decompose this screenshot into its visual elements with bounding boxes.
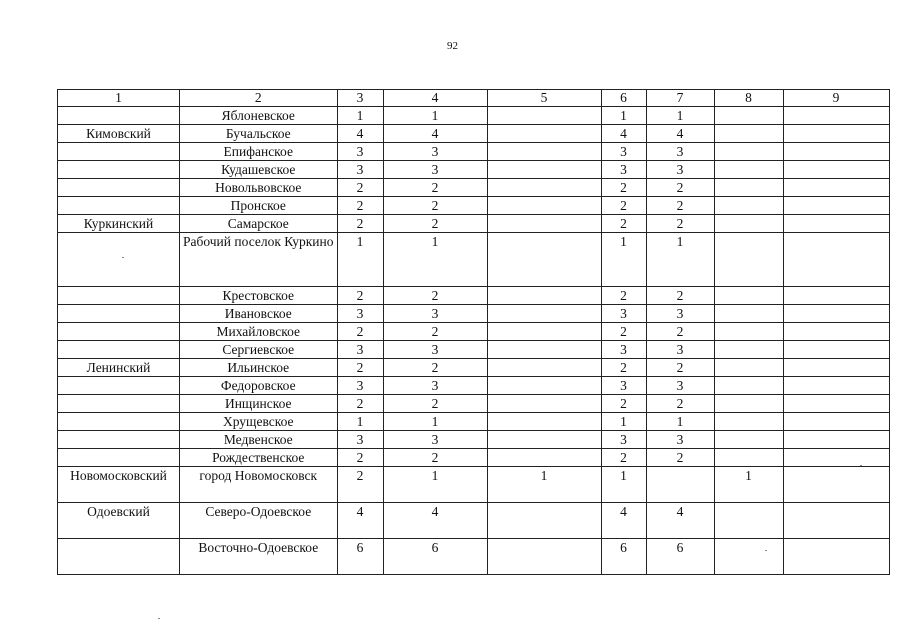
district-cell [58,179,180,197]
settlement-cell: город Новомосковск [180,467,338,503]
value-cell: 2 [383,449,487,467]
table-row [58,413,890,431]
district-cell [58,431,180,449]
value-cell [714,143,783,161]
header-cell: 5 [487,90,601,107]
scan-speck [765,550,767,551]
value-cell [487,503,601,539]
data-table [57,89,890,575]
value-cell [487,215,601,233]
value-cell [714,323,783,341]
value-cell [487,377,601,395]
value-cell [487,413,601,431]
value-cell: 3 [337,161,383,179]
table-row [58,323,890,341]
value-cell: 1 [601,107,646,125]
value-cell: 4 [601,503,646,539]
value-cell: 2 [646,197,714,215]
value-cell [487,107,601,125]
value-cell: 3 [646,143,714,161]
value-cell: 2 [337,467,383,503]
value-cell: 1 [601,413,646,431]
table-row [58,467,890,503]
header-cell: 1 [58,90,180,107]
value-cell [714,395,783,413]
value-cell [487,395,601,413]
district-cell: Ленинский [58,359,180,377]
value-cell: 2 [337,179,383,197]
value-cell: 3 [383,431,487,449]
district-cell [58,323,180,341]
value-cell: 1 [337,413,383,431]
value-cell [487,287,601,305]
value-cell: 3 [383,377,487,395]
value-cell [714,161,783,179]
table-row [58,449,890,467]
value-cell [487,341,601,359]
value-cell [714,287,783,305]
value-cell [487,233,601,287]
table-row [58,341,890,359]
value-cell [487,125,601,143]
value-cell: 3 [601,341,646,359]
value-cell: 1 [487,467,601,503]
value-cell: 1 [714,467,783,503]
table-row [58,161,890,179]
table-row [58,305,890,323]
value-cell: 2 [601,449,646,467]
settlement-cell: Михайловское [180,323,338,341]
value-cell: 2 [601,287,646,305]
district-cell [58,197,180,215]
value-cell [714,197,783,215]
value-cell: 2 [383,215,487,233]
value-cell: 3 [646,431,714,449]
value-cell: 4 [337,125,383,143]
value-cell [487,179,601,197]
value-cell: 2 [601,179,646,197]
value-cell: 2 [601,215,646,233]
value-cell [783,341,889,359]
settlement-cell: Хрущевское [180,413,338,431]
value-cell: 2 [383,395,487,413]
value-cell: 2 [601,323,646,341]
value-cell: 3 [337,305,383,323]
value-cell [714,539,783,575]
value-cell [783,197,889,215]
value-cell [714,503,783,539]
value-cell: 2 [383,323,487,341]
district-cell [58,287,180,305]
value-cell [487,323,601,341]
value-cell: 4 [337,503,383,539]
value-cell: 1 [337,107,383,125]
district-cell: Новомосковский [58,467,180,503]
value-cell: 2 [337,197,383,215]
value-cell [783,287,889,305]
value-cell: 6 [383,539,487,575]
value-cell: 3 [383,341,487,359]
header-row [58,90,890,107]
district-cell [58,161,180,179]
value-cell [783,305,889,323]
value-cell [783,503,889,539]
table-row [58,287,890,305]
value-cell: 4 [383,503,487,539]
value-cell [783,539,889,575]
value-cell: 3 [646,341,714,359]
value-cell: 4 [601,125,646,143]
value-cell: 2 [646,395,714,413]
settlement-cell: Пронское [180,197,338,215]
value-cell: 2 [337,449,383,467]
settlement-cell: Медвенское [180,431,338,449]
value-cell [714,341,783,359]
value-cell [783,143,889,161]
settlement-cell: Инщинское [180,395,338,413]
table-row [58,215,890,233]
table-row [58,107,890,125]
value-cell [783,377,889,395]
value-cell: 2 [646,287,714,305]
value-cell [487,431,601,449]
district-cell [58,143,180,161]
value-cell [714,215,783,233]
value-cell: 1 [646,107,714,125]
table-row [58,233,890,287]
table-row [58,395,890,413]
value-cell: 2 [383,359,487,377]
page-number: 92 [447,40,458,52]
value-cell: 6 [646,539,714,575]
value-cell [714,413,783,431]
district-cell: Кимовский [58,125,180,143]
header-cell: 7 [646,90,714,107]
settlement-cell: Северо-Одоевское [180,503,338,539]
value-cell: 2 [383,197,487,215]
value-cell: 3 [337,143,383,161]
value-cell: 3 [646,161,714,179]
value-cell: 3 [601,377,646,395]
table-row [58,197,890,215]
value-cell: 2 [383,287,487,305]
value-cell [783,107,889,125]
settlement-cell: Рождественское [180,449,338,467]
value-cell: 3 [601,305,646,323]
scan-speck [860,465,862,466]
value-cell: 2 [337,215,383,233]
value-cell [783,215,889,233]
header-cell: 6 [601,90,646,107]
value-cell [783,233,889,287]
settlement-cell: Сергиевское [180,341,338,359]
header-cell: 9 [783,90,889,107]
value-cell: 2 [646,215,714,233]
table-row [58,125,890,143]
value-cell [783,179,889,197]
value-cell: 3 [383,305,487,323]
value-cell: 2 [646,179,714,197]
table-row [58,539,890,575]
value-cell: 4 [646,503,714,539]
value-cell [714,305,783,323]
value-cell [783,467,889,503]
value-cell [783,431,889,449]
value-cell: 3 [383,143,487,161]
district-cell [58,233,180,287]
value-cell: 1 [383,467,487,503]
value-cell: 3 [646,305,714,323]
value-cell [714,107,783,125]
value-cell: 3 [601,431,646,449]
value-cell [783,413,889,431]
table-row [58,377,890,395]
value-cell: 1 [601,467,646,503]
district-cell [58,377,180,395]
settlement-cell: Рабочий поселок Куркино [180,233,338,287]
value-cell: 2 [646,449,714,467]
value-cell: 2 [601,395,646,413]
settlement-cell: Яблоневское [180,107,338,125]
district-cell [58,395,180,413]
value-cell [487,359,601,377]
settlement-cell: Кудашевское [180,161,338,179]
table-row [58,431,890,449]
value-cell [714,449,783,467]
table-row [58,143,890,161]
value-cell: 3 [337,341,383,359]
district-cell [58,107,180,125]
district-cell [58,449,180,467]
value-cell: 2 [383,179,487,197]
value-cell [783,395,889,413]
scan-speck [122,257,124,258]
value-cell: 3 [383,161,487,179]
settlement-cell: Новольвовское [180,179,338,197]
value-cell [714,179,783,197]
table-row [58,503,890,539]
settlement-cell: Самарское [180,215,338,233]
header-cell: 3 [337,90,383,107]
value-cell [487,161,601,179]
value-cell [783,161,889,179]
value-cell [783,323,889,341]
value-cell: 3 [646,377,714,395]
value-cell [714,125,783,143]
value-cell: 1 [383,413,487,431]
value-cell: 2 [601,359,646,377]
value-cell: 1 [383,233,487,287]
district-cell: Куркинский [58,215,180,233]
value-cell: 2 [646,323,714,341]
value-cell: 3 [337,431,383,449]
value-cell: 2 [337,287,383,305]
value-cell: 1 [383,107,487,125]
district-cell [58,305,180,323]
value-cell: 2 [337,395,383,413]
value-cell: 1 [337,233,383,287]
header-cell: 4 [383,90,487,107]
value-cell [783,449,889,467]
settlement-cell: Восточно-Одоевское [180,539,338,575]
district-cell [58,413,180,431]
settlement-cell: Крестовское [180,287,338,305]
value-cell: 3 [601,143,646,161]
header-cell: 2 [180,90,338,107]
value-cell [714,377,783,395]
header-cell: 8 [714,90,783,107]
table-row [58,179,890,197]
value-cell [714,431,783,449]
value-cell: 2 [646,359,714,377]
value-cell: 2 [337,359,383,377]
settlement-cell: Епифанское [180,143,338,161]
value-cell: 3 [601,161,646,179]
value-cell: 1 [646,233,714,287]
settlement-cell: Ильинское [180,359,338,377]
value-cell [783,359,889,377]
value-cell: 6 [601,539,646,575]
value-cell: 3 [337,377,383,395]
value-cell [487,539,601,575]
value-cell: 4 [383,125,487,143]
value-cell [487,305,601,323]
value-cell: 4 [646,125,714,143]
value-cell: 1 [646,413,714,431]
value-cell [487,449,601,467]
district-cell [58,539,180,575]
settlement-cell: Федоровское [180,377,338,395]
district-cell: Одоевский [58,503,180,539]
value-cell: 2 [601,197,646,215]
district-cell [58,341,180,359]
settlement-cell: Ивановское [180,305,338,323]
scan-speck [158,618,160,619]
value-cell [783,125,889,143]
value-cell [714,359,783,377]
value-cell: 2 [337,323,383,341]
settlement-cell: Бучальское [180,125,338,143]
table-row [58,359,890,377]
value-cell: 6 [337,539,383,575]
value-cell [487,197,601,215]
value-cell: 1 [601,233,646,287]
value-cell [714,233,783,287]
value-cell [487,143,601,161]
value-cell [646,467,714,503]
